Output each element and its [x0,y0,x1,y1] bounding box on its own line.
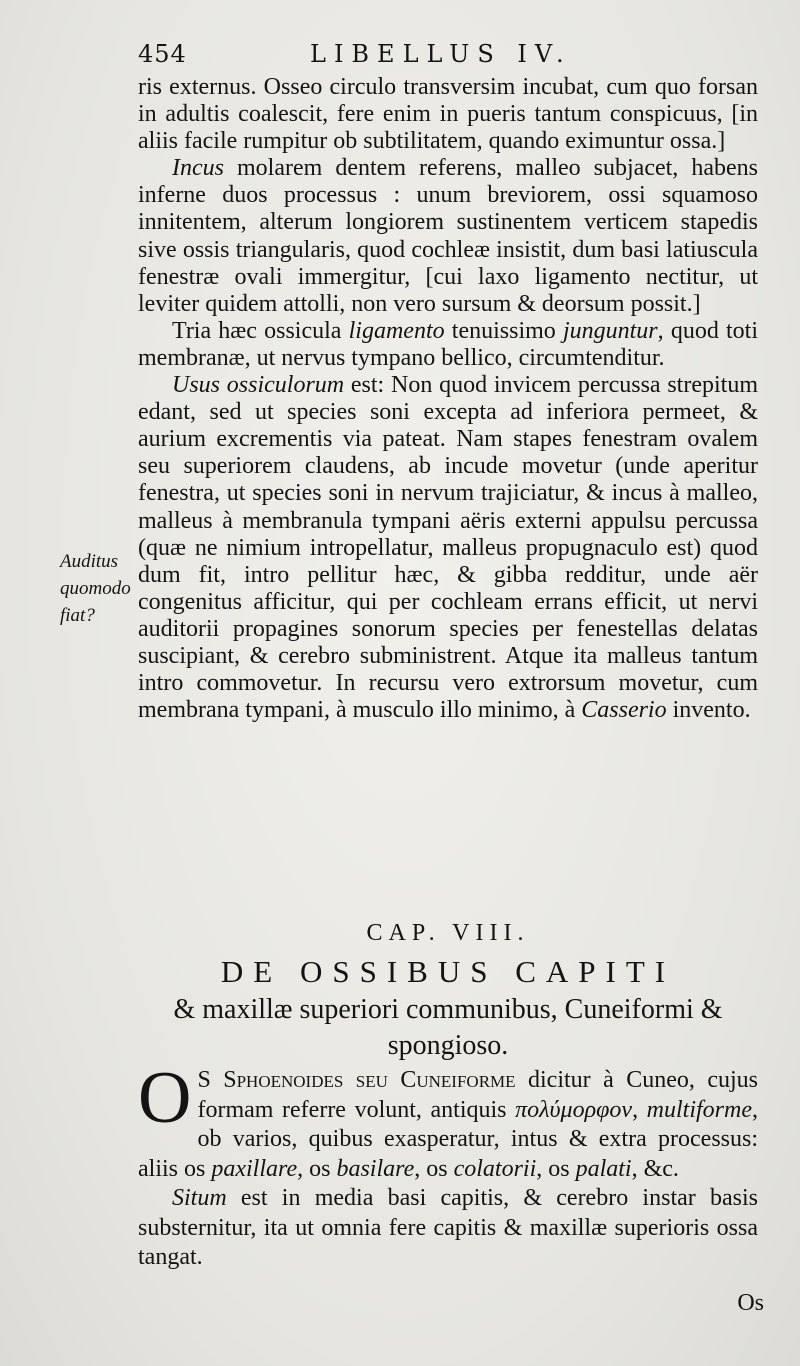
chapter-paragraph-2: Situm est in media basi capitis, & cerebro instar basis substernitur, ita ut omnia fere capitis & maxillæ superioris ossa tangat. [138,1185,758,1270]
chapter-paragraph-1: O S Sphoenoides seu Cuneiforme dicitur à Cuneo, cujus formam referre volunt, antiquis πολύμορφον, multiforme, ob varios, quibus exasperatur, intus & extra processus: aliis os paxillare, os basilare, os colatorii, os palati, &c. [138,1057,758,1182]
page-number: 454 [138,40,187,68]
catchword: Os [737,1290,764,1316]
margin-note: Auditus quomodo fiat? [60,551,131,626]
paragraph-1: ris externus. Osseo circulo transversim incubat, cum quo forsan in adultis coalescit, fere enim in pueris tantum conspicuus, [in aliis facile rumpitur ob subtilitatem, quando eximuntur ossa.] [138,74,758,155]
chapter-text [138,1057,758,1273]
page-header [138,40,758,74]
chapter-title-line-2: & maxillæ superiori communibus, Cuneiformi & spongioso. [173,994,723,1061]
drop-cap: O [138,1057,192,1139]
paragraph-3: Tria hæc ossicula ligamento tenuissimo junguntur, quod toti membranæ, ut nervus tympano bellico, circumtenditur. [138,317,758,371]
term-usus: Usus ossiculorum [172,372,345,399]
running-title: LIBELLUS IV. [310,40,572,68]
chapter-heading [138,918,758,1064]
chapter-number: CAP. VIII. [366,920,530,946]
term-incus: Incus [172,155,224,182]
paragraph-4: Usus ossiculorum est: Non quod invicem percussa strepitum edant, sed ut species soni excepta ad inferiora permeet, & aurium excrementis via pateat. Nam stapes fenestram ovalem seu superiorem claudens, ab incude movetur (unde aperitur fenestra, ut species soni in nervum trajiciatur, & incus à malleo, malleus à membranula tympani aëris externi appulsu percussa (quæ ne nimium intropellatur, malleus propugnaculo est) quod dum fit, intro pellitur hæc, & gibba redditur, unde aër congenitus afficitur, qui per cochleam errans efficit, ut nervi auditorii propagines sonorum species per fenestellas delatas suscipiant, & cerebro subministrent. Atque ita malleus tantum intro commovetur. In recursu vero extrorsum movetur, cum membrana tympani, à musculo illo minimo, à Casserio invento. [138,372,758,724]
paragraph-2: Incus molarem dentem referens, malleo subjacet, habens inferne duos processus : unum breviorem, ossi squamoso innitentem, alterum longiorem sustinentem verticem stapedis sive ossis triangularis, quod cochleæ insistit, dum basi latiuscula fenestræ ovali immergitur, [cui laxo ligamento nectitur, ut leviter quidem attolli, non vero sursum & deorsum possit.] [138,155,758,317]
chapter-title-line-1: DE OSSIBUS CAPITI [220,954,676,989]
main-text [138,74,758,724]
